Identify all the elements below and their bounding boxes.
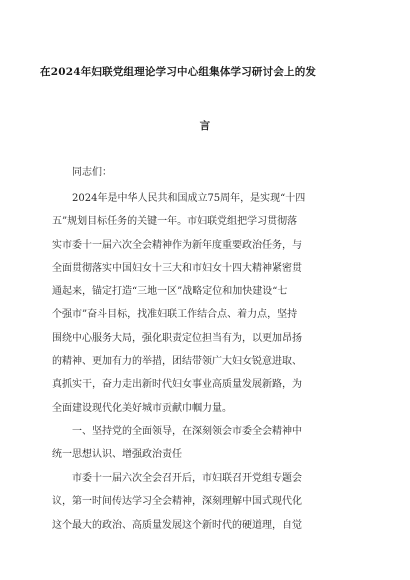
greeting: 同志们： <box>72 167 112 178</box>
paragraph-1-line: 实市委十一届六次全会精神作为新年度重要政治任务，与 <box>52 239 302 251</box>
paragraph-1-line: 全面建设现代化美好城市贡献巾帼力量。 <box>52 402 232 414</box>
document-title-line-2: 言 <box>199 120 211 132</box>
paragraph-2-line: 这个最大的政治、高质量发展这个新时代的硬道理，自觉 <box>52 519 302 531</box>
section-heading-1-line: 一、坚持党的全面领导，在深刻领会市委全会精神中 <box>72 426 302 437</box>
paragraph-1 <box>52 187 364 420</box>
section-heading-1-line: 统一思想认识、增强政治责任 <box>52 449 182 461</box>
paragraph-1-line: 的精神、更加有力的举措，团结带领广大妇女锐意进取、 <box>52 356 302 368</box>
paragraph-1-line: 2024年是中华人民共和国成立75周年，是实现“十四 <box>72 193 306 204</box>
paragraph-2-line: 市委十一届六次全会召开后，市妇联召开党组专题会 <box>72 473 302 484</box>
paragraph-1-line: 通起来，锚定打造“三地一区”战略定位和加快建设“七 <box>52 286 288 298</box>
document-title-line-1: 在2024年妇联党组理论学习中心组集体学习研讨会上的发 <box>40 66 317 78</box>
paragraph-1-line: 围绕中心服务大局，强化职责定位担当有为，以更加昂扬 <box>52 332 302 344</box>
paragraph-2 <box>52 467 364 537</box>
paragraph-1-line: 五”规划目标任务的关键一年。市妇联党组把学习贯彻落 <box>52 216 298 228</box>
paragraph-1-line: 真抓实干，奋力走出新时代妇女事业高质量发展新路，为 <box>52 379 302 391</box>
section-heading-1 <box>52 420 364 467</box>
paragraph-1-line: 个强市”奋斗目标，找准妇联工作结合点、着力点，坚持 <box>52 309 298 321</box>
paragraph-1-line: 全面贯彻落实中国妇女十三大和市妇女十四大精神紧密贯 <box>52 262 302 274</box>
paragraph-2-line: 议，第一时间传达学习全会精神，深刻理解中国式现代化 <box>52 496 302 508</box>
